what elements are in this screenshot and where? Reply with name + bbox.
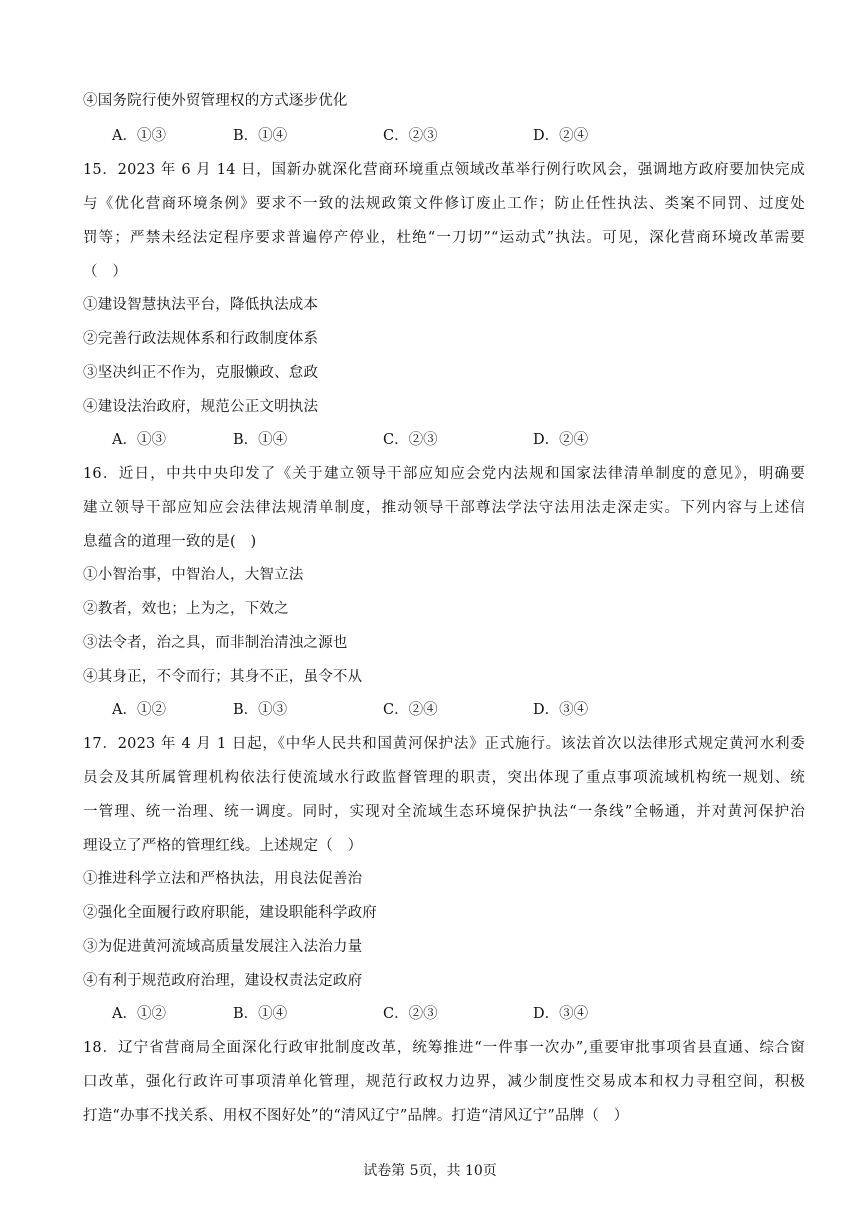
option-d: D．②④ xyxy=(533,432,589,448)
question-16-line-1: 16．近日，中共中央印发了《关于建立领导干部应知应会党内法规和国家法律清单制度的意见》，明确要 xyxy=(83,466,805,482)
carryover-options xyxy=(0,126,860,148)
option-c: C．②④ xyxy=(383,702,438,718)
question-16-line-3: 息蕴含的道理一致的是( ) xyxy=(83,534,257,550)
option-a: A．①② xyxy=(112,1006,166,1022)
question-16-options xyxy=(0,700,860,722)
question-17-line-4: 理设立了严格的管理红线。上述规定（ ） xyxy=(83,838,363,854)
option-d: D．③④ xyxy=(533,1006,589,1022)
question-15-options xyxy=(0,430,860,452)
question-16-line-2: 建立领导干部应知应会法律法规清单制度，推动领导干部尊法学法守法用法走深走实。下列内容与上述信 xyxy=(83,500,805,516)
option-b: B．①④ xyxy=(233,128,288,144)
option-c: C．②③ xyxy=(383,1006,438,1022)
option-d: D．③④ xyxy=(533,702,589,718)
question-16-item-3: ③法令者，治之具，而非制治清浊之源也 xyxy=(83,635,348,651)
option-c: C．②③ xyxy=(383,128,438,144)
question-15-line-2: 与《优化营商环境条例》要求不一致的法规政策文件修订废止工作；防止任性执法、类案不同罚、过度处 xyxy=(83,196,805,212)
carryover-item: ④国务院行使外贸管理权的方式逐步优化 xyxy=(83,93,348,109)
page-footer: 试卷第 5页，共 10页 xyxy=(363,1163,497,1179)
question-16-item-2: ②教者，效也；上为之，下效之 xyxy=(83,601,289,617)
question-17-line-1: 17．2023 年 4 月 1 日起，《中华人民共和国黄河保护法》正式施行。该法首次以法律形式规定黄河水利委 xyxy=(83,736,805,752)
question-17-line-2: 员会及其所属管理机构依法行使流域水行政监督管理的职责，突出体现了重点事项流域机构统一规划、统 xyxy=(83,770,805,786)
question-17-line-3: 一管理、统一治理、统一调度。同时，实现对全流域生态环境保护执法“一条线”全畅通，并对黄河保护治 xyxy=(83,804,805,820)
question-15-item-3: ③坚决纠正不作为，克服懒政、怠政 xyxy=(83,365,319,381)
question-16-item-1: ①小智治事，中智治人，大智立法 xyxy=(83,567,304,583)
option-b: B．①④ xyxy=(233,432,288,448)
question-18-line-2: 口改革，强化行政许可事项清单化管理，规范行政权力边界，减少制度性交易成本和权力寻租空间，积极 xyxy=(83,1074,805,1090)
option-d: D．②④ xyxy=(533,128,589,144)
question-17-item-1: ①推进科学立法和严格执法，用良法促善治 xyxy=(83,871,363,887)
question-16-item-4: ④其身正，不令而行；其身不正，虽令不从 xyxy=(83,669,363,685)
question-18-line-3: 打造“办事不找关系、用权不图好处”的“清风辽宁”品牌。打造“清风辽宁”品牌（ ） xyxy=(83,1108,629,1124)
question-17-options xyxy=(0,1004,860,1026)
option-b: B．①③ xyxy=(233,702,288,718)
option-a: A．①③ xyxy=(112,128,166,144)
question-15-item-2: ②完善行政法规体系和行政制度体系 xyxy=(83,331,319,347)
option-a: A．①③ xyxy=(112,432,166,448)
question-18-line-1: 18．辽宁省营商局全面深化行政审批制度改革，统筹推进“一件事一次办”,重要审批事项省县直通、综合窗 xyxy=(83,1040,805,1056)
question-15-item-1: ①建设智慧执法平台，降低执法成本 xyxy=(83,297,319,313)
question-17-item-3: ③为促进黄河流域高质量发展注入法治力量 xyxy=(83,939,363,955)
question-17-item-2: ②强化全面履行政府职能，建设职能科学政府 xyxy=(83,905,377,921)
question-15-line-1: 15．2023 年 6 月 14 日，国新办就深化营商环境重点领域改革举行例行吹风会，强调地方政府要加快完成 xyxy=(83,162,805,178)
option-b: B．①④ xyxy=(233,1006,288,1022)
question-15-item-4: ④建设法治政府，规范公正文明执法 xyxy=(83,399,319,415)
question-15-line-4: （ ） xyxy=(83,264,128,280)
question-15-line-3: 罚等；严禁未经法定程序要求普遍停产停业，杜绝“一刀切”“运动式”执法。可见，深化营商环境改革需要 xyxy=(83,230,805,246)
question-17-item-4: ④有利于规范政府治理，建设权责法定政府 xyxy=(83,973,363,989)
option-c: C．②③ xyxy=(383,432,438,448)
option-a: A．①② xyxy=(112,702,166,718)
